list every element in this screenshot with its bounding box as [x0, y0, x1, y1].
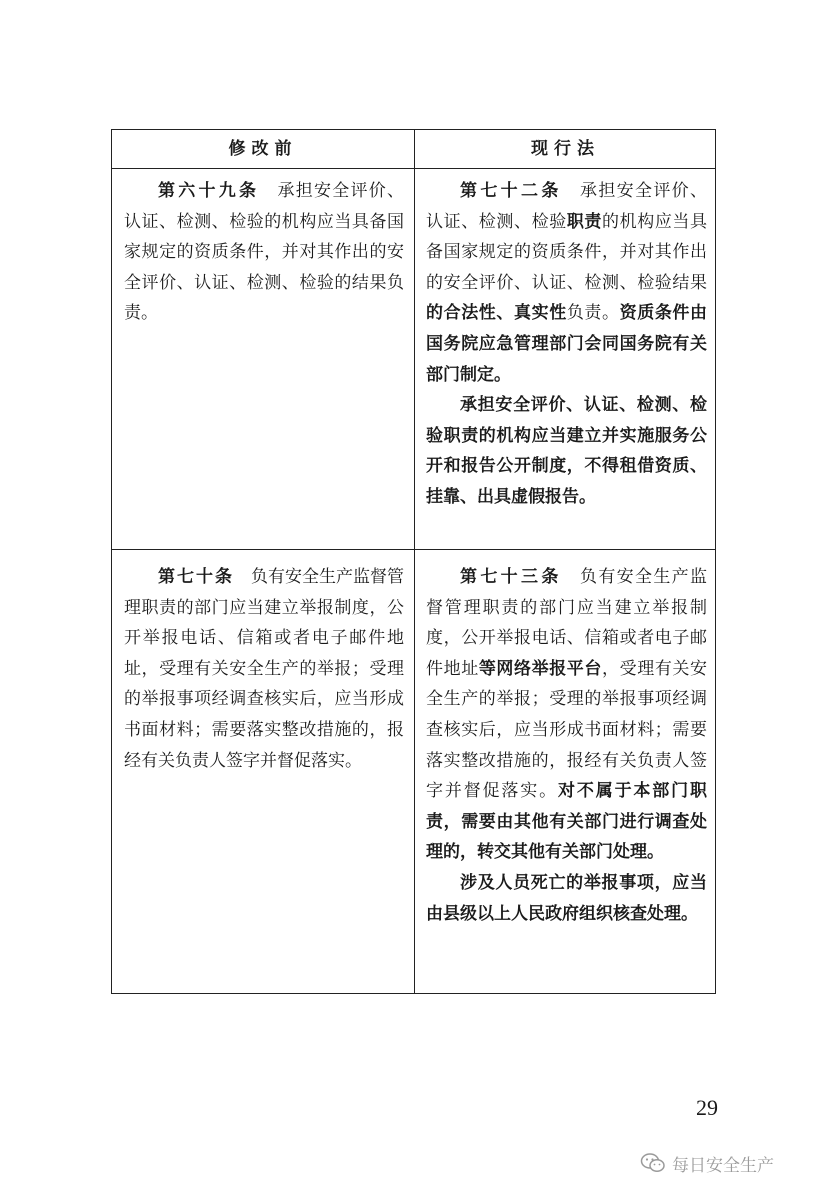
row1-before-text: 承担安全评价、认证、检测、检验的机构应当具备国家规定的资质条件，并对其作出的安全评价、认证、检测、检验的结果负责。: [124, 181, 404, 324]
row2-current-paragraph-2: 涉及人员死亡的举报事项，应当由县级以上人民政府组织核查处理。: [426, 872, 707, 924]
row-divider: [112, 549, 715, 550]
row2-current-article: 第七十三条: [460, 567, 562, 587]
row1-current-seg2: 职责: [566, 211, 603, 232]
row1-current-paragraph-2: 承担安全评价、认证、检测、检验职责的机构应当建立并实施服务公开和报告公开制度，不得租借资质、挂靠、出具虚假报告。: [426, 395, 707, 507]
row1-current-paragraph-1: [426, 176, 707, 390]
row2-before-paragraph: [124, 562, 404, 776]
row1-current-seg6: 资质条件由国务院应急管理部门会同国务院有关部门制定。: [426, 303, 708, 385]
row2-current-seg3: ，受理有关安全生产的举报；受理的举报事项经调查核实后，应当形成书面材料；需要落实整改措施的，报经有关负责人签字并督促落实。: [426, 658, 708, 802]
row2-before-article: 第七十条: [158, 567, 234, 587]
row2-before-cell: [112, 562, 414, 776]
row2-current-seg2: 等网络举报平台: [478, 658, 603, 679]
page-number: 29: [696, 1095, 718, 1120]
row2-current-seg1: 负有安全生产监督管理职责的部门应当建立举报制度，公开举报电话、信箱或者电子邮件地址: [426, 567, 708, 679]
row1-current-article: 第七十二条: [460, 181, 562, 201]
row2-current-seg4: 对不属于本部门职责，需要由其他有关部门进行调查处理的，转交其他有关部门处理。: [426, 781, 707, 863]
row1-before-cell: [112, 176, 414, 329]
watermark: [640, 1150, 774, 1176]
header-current: 现行法: [531, 139, 600, 159]
wechat-icon: [640, 1152, 666, 1174]
row1-current-seg1: 承担安全评价、认证、检测、检验: [426, 181, 708, 232]
row1-current-seg5: 负责。: [566, 303, 620, 324]
row2-current-paragraph-1: [426, 562, 707, 868]
comparison-table: [111, 129, 716, 994]
row2-current-cell: [414, 562, 717, 929]
header-before: 修改前: [228, 139, 298, 159]
row1-before-paragraph: [124, 176, 404, 329]
row1-current-seg4: 的合法性、真实性: [426, 303, 567, 324]
row1-before-article: 第六十九条: [158, 181, 260, 201]
header-divider: [112, 168, 715, 169]
row1-current-seg3: 的机构应当具备国家规定的资质条件，并对其作出的安全评价、认证、检测、检验结果: [426, 211, 708, 293]
row2-before-text: 负有安全生产监督管理职责的部门应当建立举报制度，公开举报电话、信箱或者电子邮件地址，受理有关安全生产的举报；受理的举报事项经调查核实后，应当形成书面材料；需要落实整改措施的，报经有关负责人签字并督促落实。: [124, 567, 404, 771]
watermark-text: 每日安全生产: [672, 1155, 774, 1176]
row1-current-cell: [414, 176, 717, 513]
